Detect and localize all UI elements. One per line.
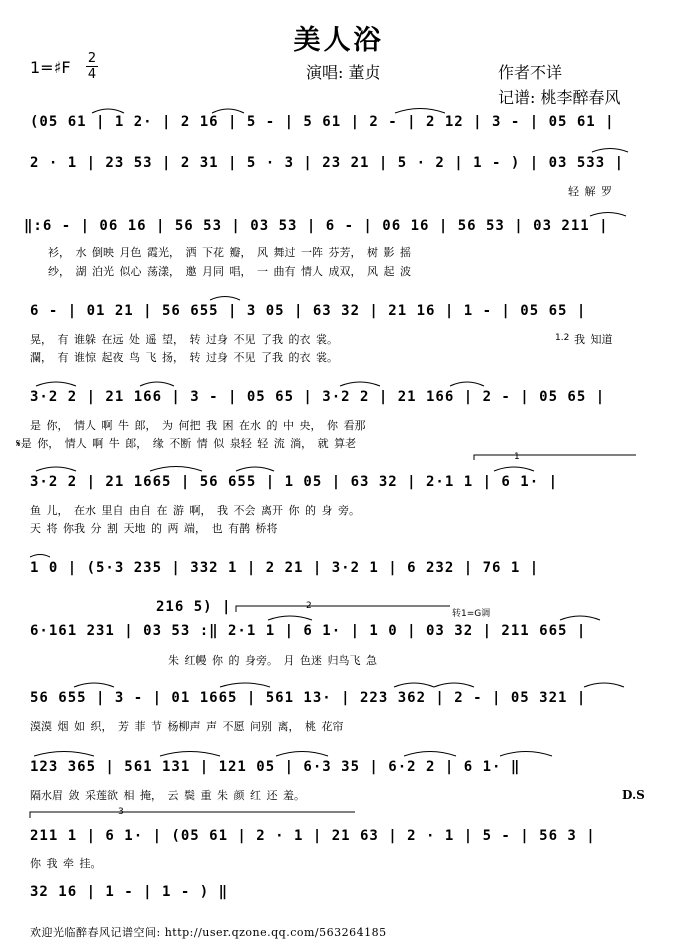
lyric-line: 天 将 你我 分 割 天地 的 两 端， 也 有鹊 桥将: [30, 522, 278, 535]
notation-row: (05 61 | 1 2· | 2 16 | 5 - | 5 61 | 2 - | 2 12 | 3 - | 05 61 |: [30, 114, 615, 130]
lyric-line: 我 知道: [574, 333, 613, 346]
lyric-line: 隔水眉 敛 采莲欲 相 掩， 云 鬓 重 朱 颜 红 还 羞。: [30, 789, 305, 802]
slur: [500, 752, 552, 757]
lyric-line: 轻 解 罗: [568, 185, 612, 198]
lyric-line: 鱼 儿， 在水 里自 由自 在 游 啊， 我 不会 离开 你 的 身 旁。: [30, 504, 360, 517]
notation-row: 6·161 231 | 03 53 :‖ 2·1 1 | 6 1· | 1 0 | 03 32 | 211 665 |: [30, 623, 587, 639]
lyric-line: 衫， 水 倒映 月色 霞光， 洒 下花 瓣， 风 舞过 一阵 芬芳， 树 影 摇: [48, 246, 411, 259]
lyric-line: 是 你， 情人 啊 牛 郎， 为 何把 我 困 在水 的 中 央， 你 看那: [30, 419, 366, 432]
slur: [236, 467, 274, 471]
time-signature-bottom: 4: [87, 67, 97, 82]
notation-row: 123 365 | 561 131 | 121 05 | 6·3 35 | 6·2 2 | 6 1· ‖: [30, 759, 521, 775]
key-change-label: 转1=G调: [452, 609, 491, 619]
slur: [395, 109, 445, 114]
notation-row: 1 0 | (5·3 235 | 332 1 | 2 21 | 3·2 1 | 6 232 | 76 1 |: [30, 560, 540, 576]
lyric-line: 晃， 有 谁躲 在远 处 遥 望， 转 过身 不见 了我 的衣 裳。: [30, 333, 338, 346]
transcriber: 记谱: 桃李醉春风: [498, 88, 621, 107]
volta-1-label: 1: [514, 452, 520, 462]
slur: [560, 616, 600, 620]
volta-3-label: 3: [118, 807, 124, 817]
dal-segno-mark: D.S: [622, 788, 645, 802]
slur: [220, 683, 270, 687]
notation-row: 2 · 1 | 23 53 | 2 31 | 5 · 3 | 23 21 | 5 · 2 | 1 - ) | 03 533 |: [30, 155, 625, 171]
slur: [450, 382, 484, 386]
notation-row: 211 1 | 6 1· | (05 61 | 2 · 1 | 21 63 | 2 · 1 | 5 - | 56 3 |: [30, 828, 596, 844]
slur: [494, 467, 534, 471]
lyric-line: 瀾， 有 谁惊 起夜 鸟 飞 扬， 转 过身 不见 了我 的衣 裳。: [30, 351, 338, 364]
page-title: 美人浴: [293, 25, 384, 56]
notation-row: ‖:6 - | 06 16 | 56 53 | 03 53 | 6 - | 06 16 | 56 53 | 03 211 |: [24, 218, 609, 234]
slur: [30, 555, 50, 558]
slur: [268, 616, 312, 620]
slur: [212, 109, 244, 113]
volta-bracket: [236, 606, 450, 612]
notation-row: 3·2 2 | 21 1665 | 56 655 | 1 05 | 63 32 | 2·1 1 | 6 1· |: [30, 474, 559, 490]
volta-bracket: [474, 455, 636, 460]
slur: [590, 213, 626, 217]
footer-credit: 欢迎光临醉春风记谱空间: http://user.qzone.qq.com/563264185: [30, 926, 387, 939]
lyric-line: 朱 红幔 你 的 身旁。 月 色迷 归鸟飞 急: [168, 654, 377, 667]
lyric-line: 𝄋是 你， 情人 啊 牛 郎， 缘 不断 情 似 泉轻 轻 流 淌， 就 算老: [16, 437, 357, 450]
lyric-line: 漠漠 烟 如 织， 芳 菲 节 杨柳声 声 不愿 问别 离， 桃 花帘: [30, 720, 344, 733]
slur: [276, 752, 328, 757]
slur: [434, 683, 474, 687]
slur: [150, 467, 202, 472]
lyric-line: 你 我 牵 挂。: [30, 857, 102, 870]
slur: [404, 752, 456, 757]
slur: [140, 382, 174, 386]
slur: [74, 683, 114, 687]
slur: [36, 467, 76, 471]
slur: [210, 297, 240, 301]
slur: [592, 149, 628, 153]
slur: [160, 752, 220, 757]
key-signature: 1=♯F: [30, 58, 71, 77]
slur: [92, 109, 124, 113]
repeat-ending-mark: 1.2: [555, 333, 570, 343]
volta-2-label: 2: [306, 601, 312, 611]
time-signature-top: 2: [87, 51, 97, 66]
singer: 演唱: 董贞: [306, 63, 381, 82]
lyric-line: 纱， 湖 泊光 似心 荡漾， 邀 月同 唱， 一 曲有 情人 成双， 风 起 波: [48, 265, 411, 278]
notation-row: 56 655 | 3 - | 01 1665 | 561 13· | 223 362 | 2 - | 05 321 |: [30, 690, 587, 706]
slur: [394, 683, 434, 687]
slur: [34, 752, 94, 757]
volta-bracket: [30, 812, 355, 818]
slur: [340, 382, 380, 386]
slur: [584, 683, 624, 687]
composer: 作者不详: [498, 63, 563, 82]
notation-row: 6 - | 01 21 | 56 655 | 3 05 | 63 32 | 21 16 | 1 - | 05 65 |: [30, 303, 587, 319]
slur: [36, 382, 76, 386]
notation-row: 3·2 2 | 21 166 | 3 - | 05 65 | 3·2 2 | 21 166 | 2 - | 05 65 |: [30, 389, 606, 405]
notation-row: 32 16 | 1 - | 1 - ) ‖: [30, 884, 229, 900]
notation-row: 216 5) |: [156, 599, 232, 615]
